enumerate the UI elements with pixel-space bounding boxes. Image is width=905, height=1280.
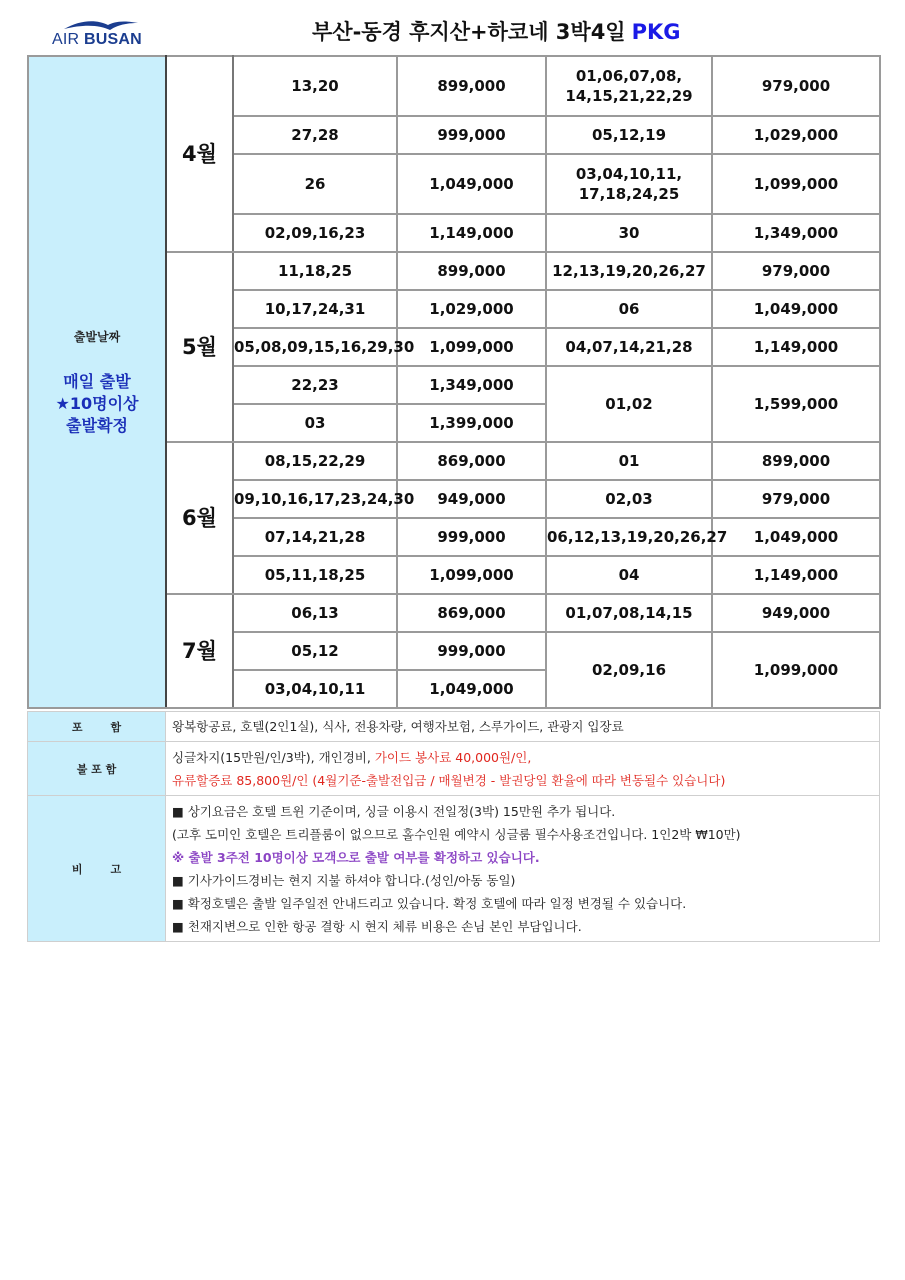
price-cell: 1,349,000: [712, 214, 880, 252]
price-cell: 1,049,000: [712, 290, 880, 328]
dates-cell: 01,02: [546, 366, 712, 442]
dates-cell: 30: [546, 214, 712, 252]
price-cell: 1,149,000: [397, 214, 546, 252]
price-cell: 899,000: [397, 56, 546, 116]
price-cell: 1,149,000: [712, 556, 880, 594]
price-cell: 869,000: [397, 594, 546, 632]
remark-line: ■ 확정호텔은 출발 일주일전 안내드리고 있습니다. 확정 호텔에 따라 일정 변경될 수 있습니다.: [172, 895, 687, 911]
remark-line: ■ 기사가이드경비는 현지 지불 하셔야 합니다.(성인/아동 동일): [172, 872, 516, 888]
month-may: 5월: [166, 252, 233, 442]
price-table: [27, 55, 881, 709]
excluded-label: 불 포 함: [28, 742, 166, 796]
price-cell: 999,000: [397, 116, 546, 154]
price-cell: 1,099,000: [712, 154, 880, 214]
remark-line: ■ 상기요금은 호텔 트윈 기준이며, 싱글 이용시 전일정(3박) 15만원 추가 됩니다.: [172, 803, 616, 819]
dates-cell: 03,04,10,11, 17,18,24,25: [546, 154, 712, 214]
dates-cell: 13,20: [233, 56, 397, 116]
air-busan-logo: [52, 18, 144, 50]
dates-cell: 22,23: [233, 366, 397, 404]
price-cell: 979,000: [712, 480, 880, 518]
dates-cell: 01,07,08,14,15: [546, 594, 712, 632]
included-row: [28, 712, 880, 742]
month-june: 6월: [166, 442, 233, 594]
excluded-row: [28, 742, 880, 796]
remark-line: (고후 도미인 호텔은 트리플룸이 없으므로 홀수인원 예약시 싱글룸 필수사용조건입니다. 1인2박 ₩10만): [172, 826, 741, 842]
dates-cell: 12,13,19,20,26,27: [546, 252, 712, 290]
price-cell: 1,599,000: [712, 366, 880, 442]
bird-logo-icon: [62, 18, 140, 32]
dates-cell: 05,08,09,15,16,29,30: [233, 328, 397, 366]
excluded-text: [166, 742, 880, 796]
remark-line: ※ 출발 3주전 10명이상 모객으로 출발 여부를 확정하고 있습니다.: [172, 849, 540, 865]
price-cell: 1,049,000: [397, 670, 546, 708]
dates-cell: 04: [546, 556, 712, 594]
departure-date-cell: [28, 56, 166, 708]
dates-cell: 06,13: [233, 594, 397, 632]
remarks-label: 비 고: [28, 796, 166, 942]
price-cell: 949,000: [397, 480, 546, 518]
price-cell: 979,000: [712, 252, 880, 290]
dates-cell: 05,11,18,25: [233, 556, 397, 594]
dates-cell: 02,09,16: [546, 632, 712, 708]
included-text: 왕복항공료, 호텔(2인1실), 식사, 전용차량, 여행자보험, 스루가이드, 관광지 입장료: [166, 712, 880, 742]
table-row: [28, 56, 880, 116]
side-note-line: 출발확정: [66, 416, 128, 435]
page-title: [312, 16, 681, 46]
excluded-plain: 싱글차지(15만원/인/3박), 개인경비,: [172, 749, 375, 765]
month-july: 7월: [166, 594, 233, 708]
dates-cell: 27,28: [233, 116, 397, 154]
dates-cell: 05,12,19: [546, 116, 712, 154]
logo-brand: BUSAN: [83, 31, 142, 48]
price-cell: 949,000: [712, 594, 880, 632]
dates-cell: 02,09,16,23: [233, 214, 397, 252]
dates-cell: 01,06,07,08, 14,15,21,22,29: [546, 56, 712, 116]
remarks-row: [28, 796, 880, 942]
side-note-line: ★10명이상: [55, 394, 139, 413]
price-cell: 899,000: [712, 442, 880, 480]
price-cell: 1,399,000: [397, 404, 546, 442]
dates-cell: 06,12,13,19,20,26,27: [546, 518, 712, 556]
included-label: 포 함: [28, 712, 166, 742]
info-table: [27, 711, 880, 942]
price-cell: 1,049,000: [397, 154, 546, 214]
dates-cell: 26: [233, 154, 397, 214]
price-cell: 1,049,000: [712, 518, 880, 556]
price-cell: 869,000: [397, 442, 546, 480]
logo-prefix: AIR: [52, 31, 80, 48]
price-cell: 1,149,000: [712, 328, 880, 366]
dates-cell: 06: [546, 290, 712, 328]
price-cell: 979,000: [712, 56, 880, 116]
dates-cell: 03,04,10,11: [233, 670, 397, 708]
price-cell: 899,000: [397, 252, 546, 290]
month-april: 4월: [166, 56, 233, 252]
price-cell: 1,099,000: [712, 632, 880, 708]
dates-cell: 10,17,24,31: [233, 290, 397, 328]
dates-cell: 03: [233, 404, 397, 442]
side-note-line: 매일 출발: [63, 372, 131, 391]
dates-cell: 08,15,22,29: [233, 442, 397, 480]
dates-cell: 02,03: [546, 480, 712, 518]
dates-cell: 07,14,21,28: [233, 518, 397, 556]
price-cell: 1,099,000: [397, 556, 546, 594]
price-cell: 1,029,000: [397, 290, 546, 328]
excluded-fuel-surcharge: 유류할증료 85,800원/인 (4월기준-출발전입금 / 매월변경 - 발권당일 환율에 따라 변동될수 있습니다): [172, 772, 726, 788]
dates-cell: 04,07,14,21,28: [546, 328, 712, 366]
price-cell: 1,029,000: [712, 116, 880, 154]
price-cell: 999,000: [397, 632, 546, 670]
remarks-text: [166, 796, 880, 942]
dates-cell: 11,18,25: [233, 252, 397, 290]
title-text: 부산-동경 후지산+하코네 3박4일: [312, 20, 626, 44]
dates-cell: 01: [546, 442, 712, 480]
title-pkg: PKG: [631, 20, 681, 44]
remark-line: ■ 천재지변으로 인한 항공 결항 시 현지 체류 비용은 손님 본인 부담입니다.: [172, 918, 582, 934]
price-cell: 999,000: [397, 518, 546, 556]
price-cell: 1,349,000: [397, 366, 546, 404]
price-cell: 1,099,000: [397, 328, 546, 366]
departure-date-label: 출발날짜: [73, 330, 121, 344]
dates-cell: 05,12: [233, 632, 397, 670]
dates-cell: 09,10,16,17,23,24,30: [233, 480, 397, 518]
excluded-guide-fee: 가이드 봉사료 40,000원/인,: [374, 749, 532, 765]
